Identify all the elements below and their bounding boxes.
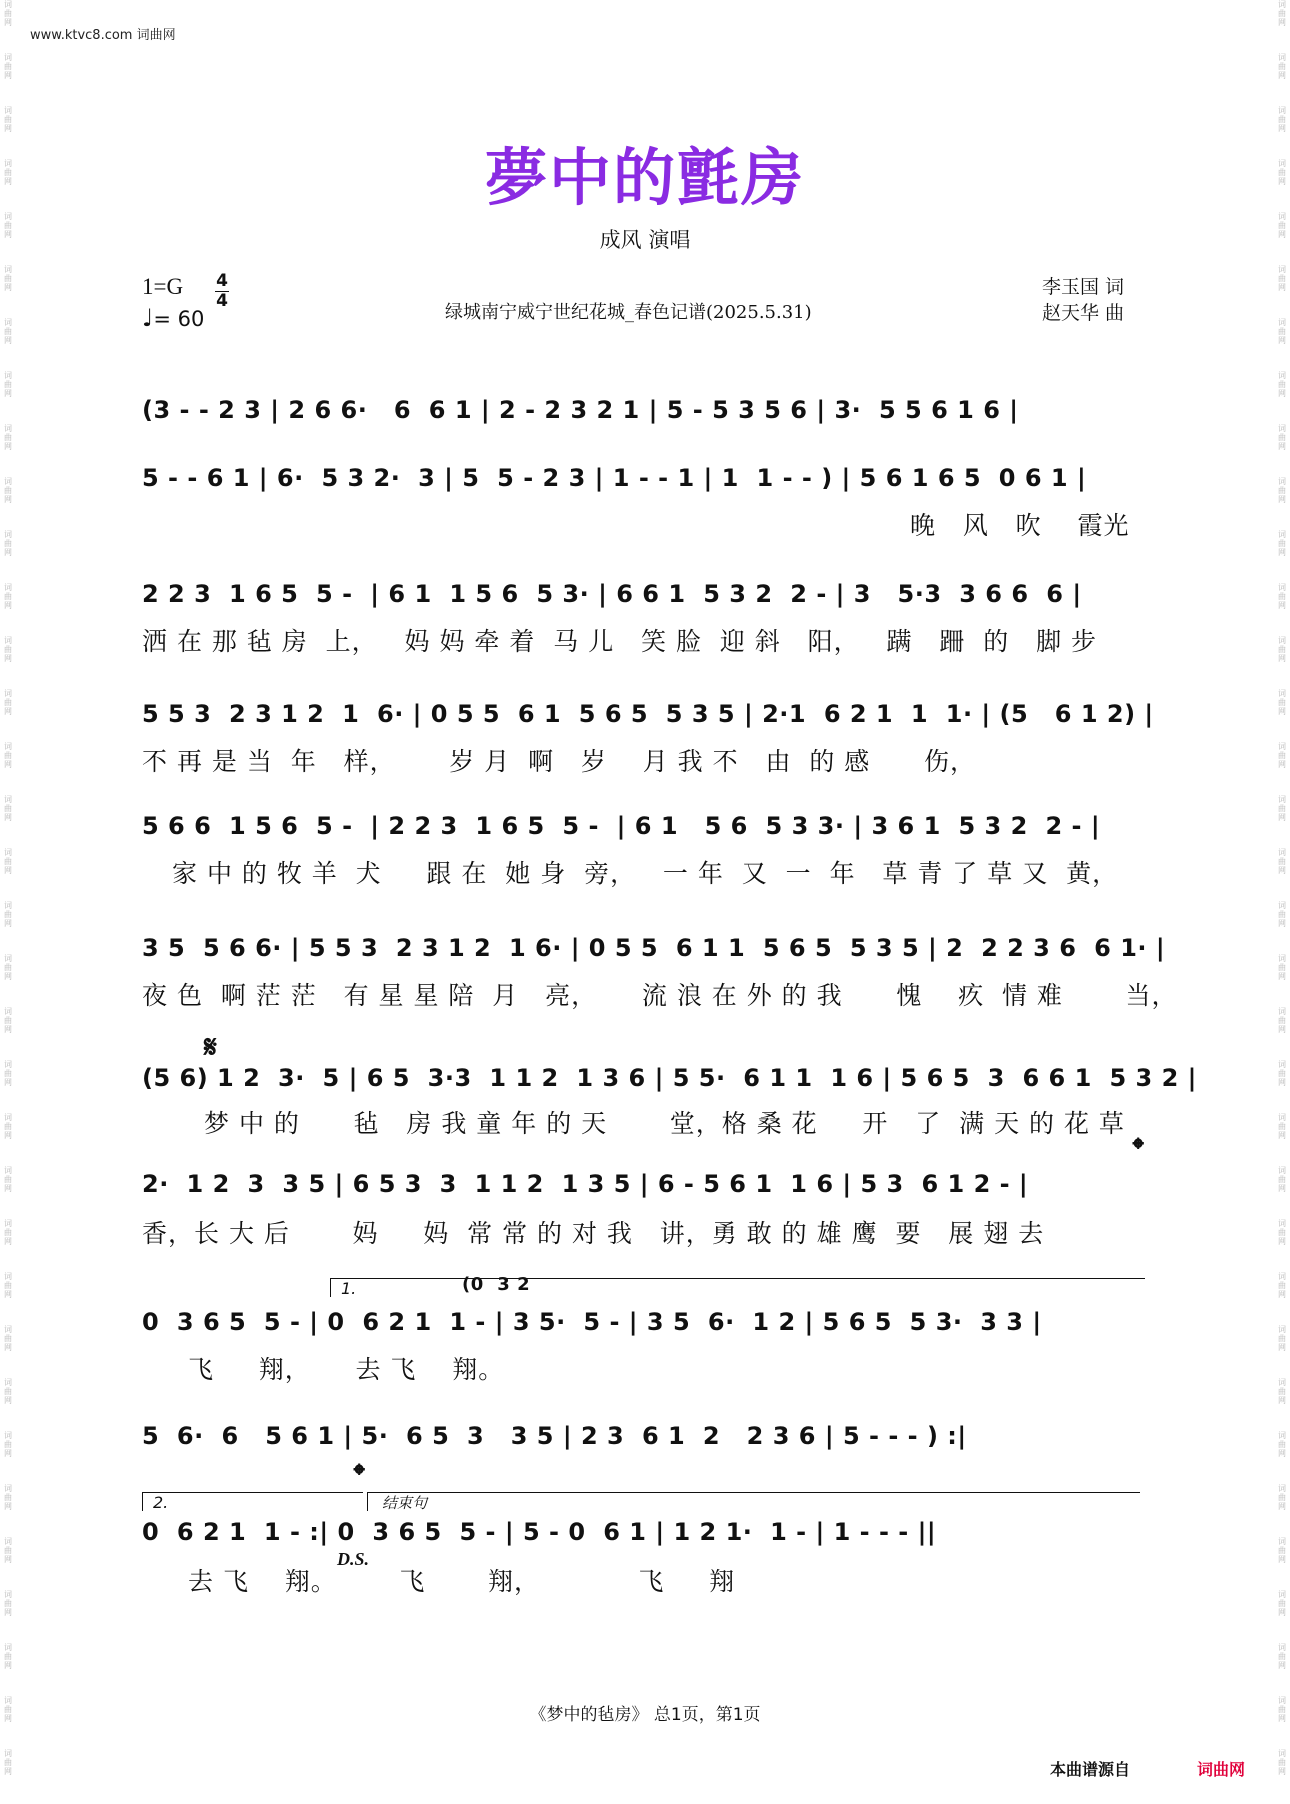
side-watermark-text: 词曲网 — [4, 1431, 12, 1458]
side-watermark-text: 词曲网 — [4, 212, 12, 239]
side-watermark-text: 词曲网 — [4, 1537, 12, 1564]
side-watermark-text: 词曲网 — [4, 742, 12, 769]
side-watermark-text: 词曲网 — [1278, 954, 1286, 981]
source-note: 本曲谱源自 — [1050, 1760, 1131, 1779]
side-watermark-text: 词曲网 — [4, 1060, 12, 1087]
score-line-8-notes: 2· 1 2 3 3 5 | 6 5 3 3 1 1 2 1 3 5 | 6 - 5 6 1 1 6 | 5 3 6 1 2 - | — [142, 1170, 1029, 1198]
side-watermark-text: 词曲网 — [4, 1484, 12, 1511]
side-watermark-text: 词曲网 — [4, 371, 12, 398]
tempo-value: = 60 — [153, 307, 205, 331]
score-line-2-lyrics: 晚 风 吹 霞光 — [910, 511, 1130, 540]
side-watermark-text: 词曲网 — [1278, 424, 1286, 451]
time-sig-bottom: 4 — [216, 291, 228, 311]
side-watermark-text: 词曲网 — [1278, 318, 1286, 345]
side-watermark-text: 词曲网 — [1278, 1590, 1286, 1617]
page-footer: 《梦中的毡房》 总1页，第1页 — [529, 1705, 761, 1725]
side-watermark-text: 词曲网 — [4, 265, 12, 292]
volta-2-bracket — [142, 1492, 363, 1511]
side-watermark-text: 词曲网 — [1278, 583, 1286, 610]
side-watermark-text: 词曲网 — [4, 583, 12, 610]
side-watermark-text: 词曲网 — [4, 1378, 12, 1405]
volta-2-label: 2. — [153, 1493, 169, 1512]
score-line-3-lyrics: 洒 在 那 毡 房 上， 妈 妈 牵 着 马 儿 笑 脸 迎 斜 阳， 蹒 跚 的 脚 步 — [142, 627, 1098, 656]
side-watermark-text: 词曲网 — [1278, 1696, 1286, 1723]
side-watermark-text: 词曲网 — [1278, 53, 1286, 80]
site-url[interactable]: www.ktvc8.com 词曲网 — [30, 28, 176, 43]
score-line-5-notes: 5 6 6 1 5 6 5 - | 2 2 3 1 6 5 5 - | 6 1 5 6 5 3 3· | 3 6 1 5 3 2 2 - | — [142, 812, 1101, 840]
time-signature — [215, 273, 229, 310]
side-watermark-text: 词曲网 — [4, 795, 12, 822]
key-signature: 1=G — [142, 274, 184, 299]
coda-icon: 𝄌 — [1133, 1132, 1144, 1167]
side-watermark-text: 词曲网 — [4, 901, 12, 928]
quarter-note-icon: ♩ — [142, 304, 154, 332]
side-watermark-text: 词曲网 — [1278, 795, 1286, 822]
side-watermark-text: 词曲网 — [1278, 689, 1286, 716]
song-title: 夢中的氈房 — [484, 141, 805, 214]
volta-1-bracket — [330, 1278, 1145, 1297]
side-watermark-text: 词曲网 — [1278, 636, 1286, 663]
score-line-6-lyrics: 夜 色 啊 茫 茫 有 星 星 陪 月 亮， 流 浪 在 外 的 我 愧 疚 情 难 当， — [142, 981, 1178, 1010]
side-watermark-text: 词曲网 — [1278, 1431, 1286, 1458]
side-watermark-text: 词曲网 — [1278, 0, 1286, 27]
side-watermark-text: 词曲网 — [1278, 159, 1286, 186]
score-line-10-notes: 5 6· 6 5 6 1 | 5· 6 5 3 3 5 | 2 3 6 1 2 2 3 6 | 5 - - - ) :| — [142, 1422, 967, 1450]
transcription-source: 绿城南宁威宁世纪花城_春色记谱(2025.5.31) — [445, 302, 812, 323]
side-watermark-text: 词曲网 — [4, 53, 12, 80]
ending-bracket — [367, 1492, 1140, 1511]
side-watermark-text: 词曲网 — [4, 1325, 12, 1352]
side-watermark-text: 词曲网 — [4, 106, 12, 133]
score-line-8-lyrics: 香，长 大 后 妈 妈 常 常 的 对 我 讲，勇 敢 的 雄 鹰 要 展 翅 去 — [142, 1219, 1045, 1248]
side-watermark-text: 词曲网 — [4, 636, 12, 663]
side-watermark-text: 词曲网 — [4, 689, 12, 716]
side-watermark-text: 词曲网 — [1278, 1749, 1286, 1776]
side-watermark-text: 词曲网 — [1278, 1060, 1286, 1087]
score-line-11-notes: 0 6 2 1 1 - :| 0 3 6 5 5 - | 5 - 0 6 1 | 1 2 1· 1 - | 1 - - - || — [142, 1518, 937, 1546]
side-watermark-text: 词曲网 — [1278, 530, 1286, 557]
side-watermark-text: 词曲网 — [1278, 1537, 1286, 1564]
side-watermark-text: 词曲网 — [1278, 477, 1286, 504]
score-line-9-lyrics: 飞 翔， 去 飞 翔。 — [188, 1355, 505, 1384]
lyricist-credit: 李玉国 词 — [1042, 276, 1125, 298]
side-watermark-text: 词曲网 — [4, 1590, 12, 1617]
side-watermark-text: 词曲网 — [1278, 848, 1286, 875]
side-watermark-text: 词曲网 — [4, 1113, 12, 1140]
score-line-1-notes: (3 - - 2 3 | 2 6 6· 6 6 1 | 2 - 2 3 2 1 | 5 - 5 3 5 6 | 3· 5 5 6 1 6 | — [142, 396, 1019, 424]
side-watermark-text: 词曲网 — [4, 0, 12, 27]
score-line-2-notes: 5 - - 6 1 | 6· 5 3 2· 3 | 5 5 - 2 3 | 1 - - 1 | 1 1 - - ) | 5 6 1 6 5 0 6 1 | — [142, 464, 1087, 492]
side-watermark-text: 词曲网 — [1278, 1378, 1286, 1405]
side-watermark-text: 词曲网 — [1278, 1325, 1286, 1352]
left-watermark-strip — [0, 0, 16, 1804]
side-watermark-text: 词曲网 — [1278, 1113, 1286, 1140]
side-watermark-text: 词曲网 — [4, 1749, 12, 1776]
score-line-11-lyrics: 去 飞 翔。 飞 翔， 飞 翔 — [188, 1567, 736, 1596]
side-watermark-text: 词曲网 — [4, 954, 12, 981]
side-watermark-text: 词曲网 — [1278, 1484, 1286, 1511]
side-watermark-text: 词曲网 — [4, 159, 12, 186]
side-watermark-text: 词曲网 — [4, 1219, 12, 1246]
ending-label: 结束句 — [382, 1494, 428, 1512]
score-line-3-notes: 2 2 3 1 6 5 5 - | 6 1 1 5 6 5 3· | 6 6 1 5 3 2 2 - | 3 5·3 3 6 6 6 | — [142, 580, 1082, 608]
score-line-4-notes: 5 5 3 2 3 1 2 1 6· | 0 5 5 6 1 5 6 5 5 3 5 | 2·1 6 2 1 1 1· | (5 6 1 2) | — [142, 700, 1154, 728]
side-watermark-text: 词曲网 — [4, 848, 12, 875]
volta-1-fill: (0 3 2 — [462, 1274, 531, 1295]
side-watermark-text: 词曲网 — [4, 1007, 12, 1034]
side-watermark-text: 词曲网 — [1278, 1643, 1286, 1670]
score-line-7-lyrics: 梦 中 的 毡 房 我 童 年 的 天 堂，格 桑 花 开 了 满 天 的 花 草 — [204, 1109, 1125, 1138]
side-watermark-text: 词曲网 — [1278, 742, 1286, 769]
score-line-5-lyrics: 家 中 的 牧 羊 犬 跟 在 她 身 旁， 一 年 又 一 年 草 青 了 草 又 黄， — [172, 859, 1119, 888]
side-watermark-text: 词曲网 — [1278, 106, 1286, 133]
singer-credit: 成风 演唱 — [599, 228, 691, 252]
side-watermark-text: 词曲网 — [1278, 1272, 1286, 1299]
side-watermark-text: 词曲网 — [1278, 212, 1286, 239]
side-watermark-text: 词曲网 — [4, 318, 12, 345]
side-watermark-text: 词曲网 — [1278, 1007, 1286, 1034]
side-watermark-text: 词曲网 — [1278, 901, 1286, 928]
coda-icon-ending: 𝄌 — [354, 1458, 365, 1493]
side-watermark-text: 词曲网 — [4, 1696, 12, 1723]
side-watermark-text: 词曲网 — [4, 1272, 12, 1299]
right-watermark-strip — [1274, 0, 1290, 1804]
composer-credit: 赵天华 曲 — [1042, 302, 1125, 324]
score-line-9-notes: 0 3 6 5 5 - | 0 6 2 1 1 - | 3 5· 5 - | 3 5 6· 1 2 | 5 6 5 5 3· 3 3 | — [142, 1308, 1042, 1336]
side-watermark-text: 词曲网 — [4, 1643, 12, 1670]
dal-segno-mark: D.S. — [337, 1549, 370, 1569]
side-watermark-text: 词曲网 — [1278, 371, 1286, 398]
side-watermark-text: 词曲网 — [4, 424, 12, 451]
volta-1-label: 1. — [341, 1279, 357, 1298]
side-watermark-text: 词曲网 — [4, 530, 12, 557]
tempo-mark — [142, 304, 204, 332]
side-watermark-text: 词曲网 — [1278, 1166, 1286, 1193]
side-watermark-text: 词曲网 — [1278, 1219, 1286, 1246]
score-line-6-notes: 3 5 5 6 6· | 5 5 3 2 3 1 2 1 6· | 0 5 5 6 1 1 5 6 5 5 3 5 | 2 2 2 3 6 6 1· | — [142, 934, 1166, 962]
score-line-4-lyrics: 不 再 是 当 年 样， 岁 月 啊 岁 月 我 不 由 的 感 伤， — [142, 747, 976, 776]
side-watermark-text: 词曲网 — [4, 477, 12, 504]
side-watermark-text: 词曲网 — [4, 1166, 12, 1193]
time-sig-top: 4 — [216, 271, 228, 291]
score-line-7-notes: (5 6) 1 2 3· 5 | 6 5 3·3 1 1 2 1 3 6 | 5 5· 6 1 1 1 6 | 5 6 5 3 6 6 1 5 3 2 | — [142, 1064, 1197, 1092]
segno-icon: 𝄋 — [204, 1030, 217, 1065]
side-watermark-text: 词曲网 — [1278, 265, 1286, 292]
source-site-link[interactable]: 词曲网 — [1197, 1760, 1246, 1779]
